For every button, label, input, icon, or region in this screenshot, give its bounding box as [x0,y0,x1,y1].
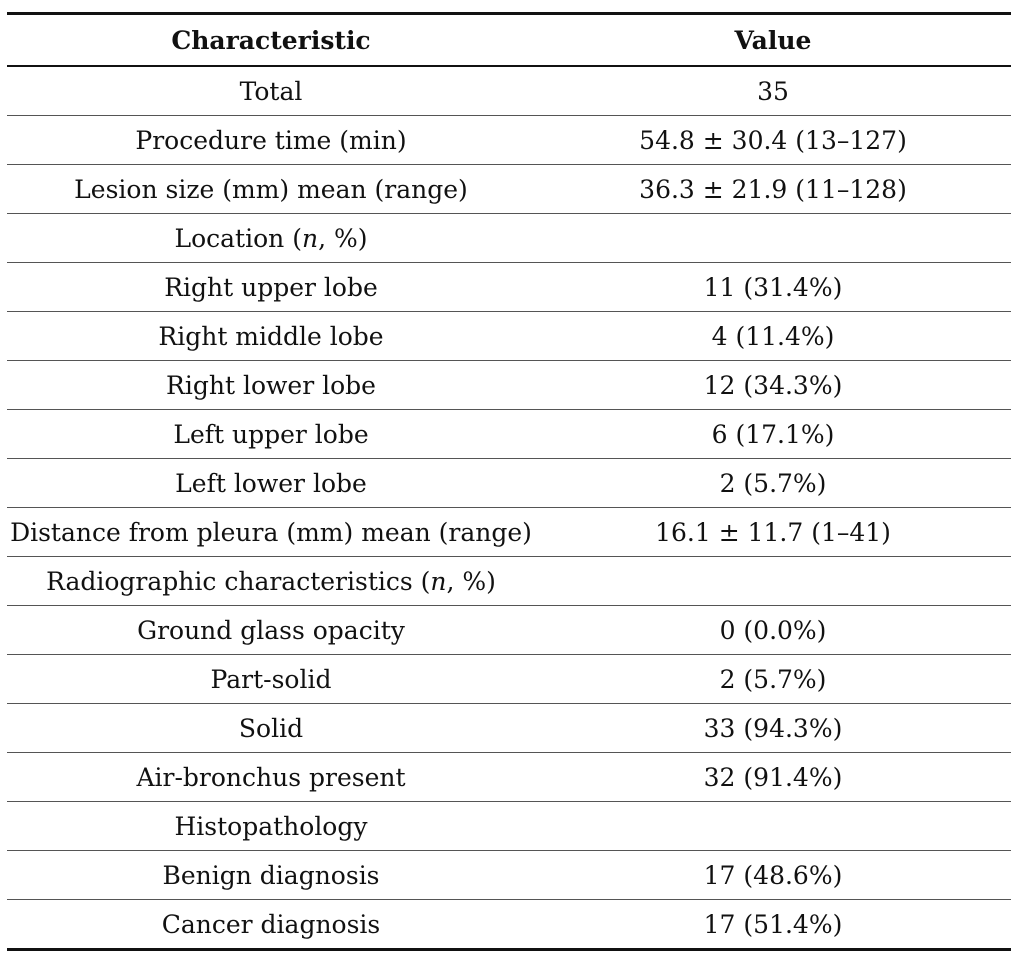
characteristic-cell: Right upper lobe [7,263,535,312]
characteristic-cell: Lesion size (mm) mean (range) [7,165,535,214]
characteristic-cell: Cancer diagnosis [7,900,535,950]
characteristic-cell: Air-bronchus present [7,753,535,802]
table-body [7,66,1011,950]
value-cell: 2 (5.7%) [535,655,1011,704]
characteristic-cell: Ground glass opacity [7,606,535,655]
value-cell: 2 (5.7%) [535,459,1011,508]
value-cell: 0 (0.0%) [535,606,1011,655]
table-row [7,900,1011,950]
characteristic-cell: Right middle lobe [7,312,535,361]
table-row [7,312,1011,361]
value-cell [535,802,1011,851]
characteristic-italic: n [301,223,319,253]
table-row [7,459,1011,508]
characteristic-prefix: Location ( [174,223,302,253]
characteristic-cell: Solid [7,704,535,753]
table-row [7,263,1011,312]
table-row [7,508,1011,557]
table-row [7,410,1011,459]
table-row [7,116,1011,165]
value-cell: 54.8 ± 30.4 (13–127) [535,116,1011,165]
value-cell: 6 (17.1%) [535,410,1011,459]
characteristic-cell: Distance from pleura (mm) mean (range) [7,508,535,557]
table-row [7,165,1011,214]
value-cell: 35 [535,66,1011,116]
header-characteristic: Characteristic [171,25,371,55]
header-row [7,14,1011,67]
characteristic-suffix: , %) [446,566,496,596]
table-row [7,851,1011,900]
characteristic-cell [7,214,535,263]
characteristic-cell: Left lower lobe [7,459,535,508]
table-row [7,802,1011,851]
table-row [7,214,1011,263]
characteristic-cell: Histopathology [7,802,535,851]
table-row [7,753,1011,802]
value-cell [535,557,1011,606]
table-row [7,606,1011,655]
characteristic-cell: Procedure time (min) [7,116,535,165]
value-cell: 16.1 ± 11.7 (1–41) [535,508,1011,557]
table-row [7,66,1011,116]
characteristic-cell: Part-solid [7,655,535,704]
characteristics-table-container [7,12,1011,951]
characteristic-cell: Left upper lobe [7,410,535,459]
table-row [7,704,1011,753]
table-header [7,14,1011,67]
table-row [7,361,1011,410]
value-cell: 33 (94.3%) [535,704,1011,753]
value-cell: 32 (91.4%) [535,753,1011,802]
table-row [7,655,1011,704]
characteristic-cell: Benign diagnosis [7,851,535,900]
value-cell: 4 (11.4%) [535,312,1011,361]
characteristic-italic: n [430,566,447,596]
value-cell: 17 (51.4%) [535,900,1011,950]
value-cell [535,214,1011,263]
table-row [7,557,1011,606]
characteristic-suffix: , %) [318,223,368,253]
characteristic-cell: Right lower lobe [7,361,535,410]
characteristic-prefix: Radiographic characteristics ( [46,566,431,596]
value-cell: 36.3 ± 21.9 (11–128) [535,165,1011,214]
value-cell: 11 (31.4%) [535,263,1011,312]
header-value: Value [734,25,812,55]
characteristic-cell: Total [7,66,535,116]
characteristic-cell [7,557,535,606]
value-cell: 12 (34.3%) [535,361,1011,410]
value-cell: 17 (48.6%) [535,851,1011,900]
characteristics-table [7,12,1011,951]
